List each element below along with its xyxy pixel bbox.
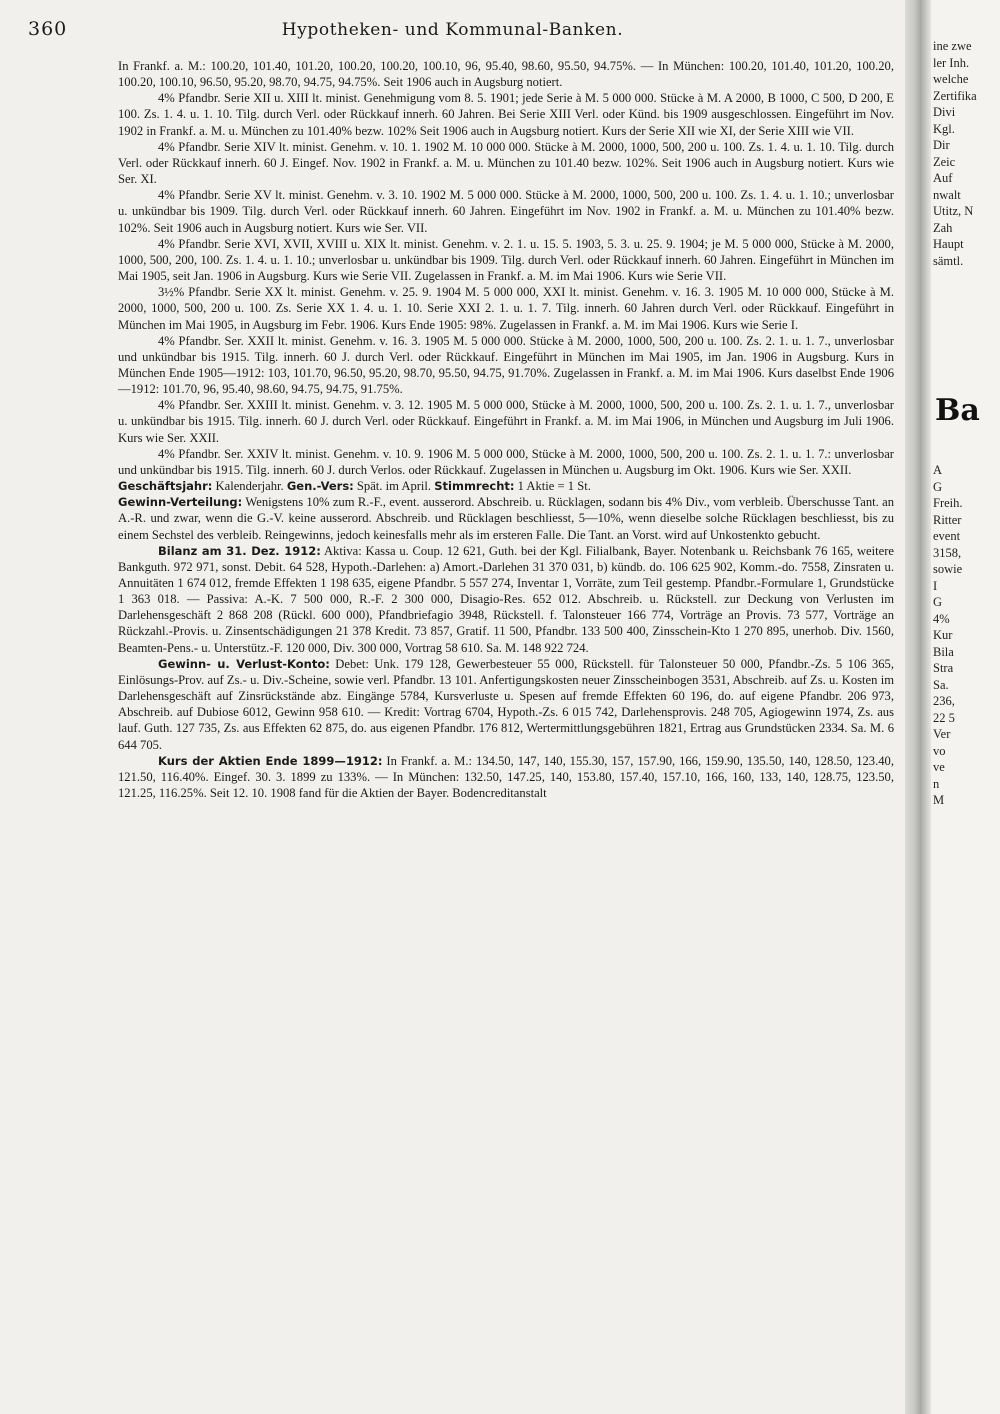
right-page-fragment: 4% <box>933 611 950 626</box>
paragraph-text: Spät. im April. <box>353 479 435 494</box>
right-page-fragments-top <box>933 38 999 269</box>
right-page-fragment: Utitz, N <box>933 204 974 218</box>
right-page-fragment: ine zwe <box>933 39 972 53</box>
right-page-fragment: Divi <box>933 105 956 119</box>
right-page-fragment: Stra <box>933 661 954 675</box>
paragraph-text: 4% Pfandbr. Serie XVI, XVII, XVIII u. XIX lt. minist. Genehm. v. 2. 1. u. 15. 5. 1903, 5. 3. u. 25. 9. 1904; je M. 5 000 000, Stücke à M. 2000, 1000, 500, 200, 100. Zs. 1. 4. u. 1. 10.; unverlosbar u. unkündbar bis 1909. Tilg. durch Verl. oder Rückkauf innerh. 60 Jahren. Eingeführt in München im Mai 1905, seit Jan. 1906 in Augsburg. Kurs wie Serie VII. Zugelassen in Frankf. a. M. im Mai 1906. Kurs wie Serie VII. <box>118 236 894 284</box>
paragraph-text: 1 Aktie = 1 St. <box>514 479 591 494</box>
paragraph-text: 4% Pfandbr. Serie XII u. XIII lt. minist. Genehmigung vom 8. 5. 1901; jede Serie à M. 5 000 000. Stücke à M. A 2000, B 1000, C 500, D 200, E 100. Zs. 1. 4. u. 1. 10. Tilg. durch Verl. oder Rückkauf innerh. 60 Jahren. Bei Serie XIII Verl. oder Künd. bis 1909 ausgeschlossen. Eingeführt im Nov. 1902 in Frankf. a. M. u. München zu 101.40% bezw. 102% Seit 1906 auch in Augsburg notiert. Kurs der Serie XII wie XI, der Serie XIII wie VII. <box>118 91 894 138</box>
right-page-fragment: Kgl. <box>933 121 955 136</box>
section-keyword: Kurs der Aktien Ende 1899—1912: <box>158 753 383 768</box>
page-number: 360 <box>28 18 68 40</box>
right-page-fragments-bottom <box>933 462 999 809</box>
paragraph <box>118 397 894 445</box>
right-page-fragment: 236, <box>933 694 955 708</box>
book-gutter <box>905 0 931 1414</box>
right-page-fragment: Sa. <box>933 677 949 692</box>
paragraph <box>118 333 894 398</box>
right-page-fragment: welche <box>933 72 969 86</box>
right-page-fragment: G <box>933 595 943 609</box>
paragraph <box>118 494 894 542</box>
section-keyword: Gewinn-Verteilung: <box>118 495 243 510</box>
paragraph-text: Aktiva: Kassa u. Coup. 12 621, Guth. bei der Kgl. Filialbank, Bayer. Notenbank u. Reichsbank 76 165, weitere Bankguth. 972 971, sonst. Debit. 64 528, Hypoth.-Darlehen: a) Amort.-Darlehen 31 370 031, b) kündb. do. 106 625 902, Komm.-do. 7558, Zinsraten u. Annuitäten 1 674 012, fremde Effekten 1 198 635, eigene Pfandbr. 5 557 274, Inventar 1, Vorräte, zum Teil gestemp. Pfandbr.-Formulare 1, Grundstücke 1 363 018. — Passiva: A.-K. 7 500 000, R.-F. 2 300 000, Disagio-Res. 652 012. Abschreib. u. Rückstell. zur Deckung von Verlusten im Darlehensgeschäft 2 868 208 (Rückl. 600 000), Pfandbriefagio 3948, Rückstell. f. Talonsteuer 166 774, Vorträge an Provis. 73 577, Vorträge an Rückzahl.-Provis. u. Zinsentschädigungen 21 378 Kredit. 73 857, Gratif. 11 500, Pfandbr. 133 500 400, Zinsschein-Kto 1 270 895, unerhob. Div. 1560, Beamten-Pens.- u. Unterstütz.-F. 120 000, Div. 300 000, Vortrag 58 610. Sa. M. 148 922 724. <box>118 543 894 655</box>
right-page-fragment: 3158, <box>933 545 962 560</box>
section-keyword: Gen.-Vers: <box>286 479 354 494</box>
right-page-fragment: Dir <box>933 138 950 152</box>
paragraph <box>118 187 894 235</box>
right-page-fragment: sowie <box>933 562 963 576</box>
right-page-heading-fragment: Ba <box>935 393 980 428</box>
paragraph-text: Kalenderjahr. <box>212 479 287 494</box>
paragraph <box>118 236 894 284</box>
paragraph <box>118 446 894 478</box>
right-page-edge <box>931 0 1000 1414</box>
right-page-fragment: sämtl. <box>933 253 964 268</box>
right-page-fragment: Kur <box>933 628 953 642</box>
paragraph-text: 4% Pfandbr. Ser. XXII lt. minist. Genehm. v. 16. 3. 1905 M. 5 000 000. Stücke à M. 2000, 1000, 500, 200 u. 100. Zs. 2. 1. u. 1. 7., unverlosbar und unkündbar bis 1915. Tilg. innerh. 60 J. durch Verl. oder Rückkauf. Eingeführt in München im Mai 1905, im Jan. 1906 in Augsburg. Kurs in München Ende 1905—1912: 103, 101.70, 96.50, 95.20, 98.70, 95.50, 94.75, 91.70%. Zugelassen in Frankf. a. M. im Mai 1906. Kurs daselbst Ende 1906—1912: 101.70, 96, 95.40, 98.60, 94.75, 94.75, 91.75%. <box>118 333 894 397</box>
right-page-fragment: Ritter <box>933 512 962 527</box>
section-keyword: Stimmrecht: <box>434 479 515 494</box>
paragraph-text: In Frankf. a. M.: 100.20, 101.40, 101.20, 100.20, 100.20, 100.10, 96, 95.40, 98.60, 95.50, 94.75%. — In München: 100.20, 101.40, 101.20, 100.20, 100.20, 100.10, 96.50, 95.20, 98.70, 94.75, 94.75%. Seit 1906 auch in Augsburg notiert. <box>118 59 894 90</box>
paragraph <box>118 139 894 187</box>
right-page-fragment: Zertifika <box>933 88 977 103</box>
paragraph <box>118 543 894 656</box>
right-page-fragment: Zeic <box>933 154 956 169</box>
paragraph-text: 4% Pfandbr. Serie XIV lt. minist. Genehm. v. 10. 1. 1902 M. 10 000 000. Stücke à M. 2000, 1000, 500, 200 u. 100. Zs. 1. 4. u. 1. 10. Tilg. durch Verl. oder Rückkauf innerh. 60 J. Eingef. Nov. 1902 in Frankf. a. M. u. München zu 101.40 bezw. 102%. Seit 1906 auch in Augsburg notiert. Kurs wie Ser. XI. <box>118 139 894 187</box>
running-title: Hypotheken- und Kommunal-Banken. <box>281 20 624 40</box>
right-page-fragment: Auf <box>933 171 953 185</box>
section-keyword: Bilanz am 31. Dez. 1912: <box>158 543 321 558</box>
right-page-fragment: I <box>933 578 938 593</box>
paragraph <box>118 58 894 90</box>
paragraph-text: 4% Pfandbr. Ser. XXIII lt. minist. Genehm. v. 3. 12. 1905 M. 5 000 000, Stücke à M. 2000, 1000, 500, 200 u. 100. Zs. 2. 1. u. 1. 7., unverlosbar u. unkündbar bis 1915. Tilg. innerh. 60 J. durch Verl. oder Rückkauf. Eingeführt in Frankf. a. M. im Mai 1906, in München und Augsburg im Juli 1906. Kurs wie Ser. XXII. <box>118 398 894 445</box>
paragraph <box>118 478 894 494</box>
paragraph-text: Debet: Unk. 179 128, Gewerbesteuer 55 000, Rückstell. für Talonsteuer 50 000, Pfandbr.-Zs. 5 106 365, Einlösungs-Prov. auf Zs.- u. Div.-Scheine, sowie verl. Pfandbr. 13 101. Anfertigungskosten neuer Zinsscheinbogen 3531, Abschreib. auf Zs. u. Kosten im Darlehensgeschäft auf Zinsrückstände abz. Eingänge 5784, Kursverluste u. Spesen auf fremde Effekten 60 196, do. auf eigene Pfandbr. 206 973, Abschreib. auf Dubiose 6012, Gewinn 958 610. — Kredit: Vortrag 6704, Hypoth.-Zs. 6 015 742, Darlehensprovis. 248 705, Agiogewinn 1974, Zs. aus lauf. Guth. 127 735, Zs. aus Effekten 62 875, do. aus eigenen Pfandbr. 176 812, Wertermittlungsgebühren 1821, Ertrag aus Grundstücken 2334. Sa. M. 6 644 705. <box>118 656 895 752</box>
paragraph-text: In Frankf. a. M.: 134.50, 147, 140, 155.30, 157, 157.90, 166, 159.90, 135.50, 140, 128.50, 123.40, 121.50, 116.40%. Eingef. 30. 3. 1899 zu 133%. — In München: 132.50, 147.25, 140, 153.80, 157.40, 157.10, 166, 160, 133, 140, 128.75, 123.50, 121.25, 116.25%. Seit 12. 10. 1908 fand für die Aktien der Bayer. Bodencreditanstalt <box>118 753 894 801</box>
right-page-fragment: 22 5 <box>933 710 955 725</box>
right-page-fragment: vo <box>933 743 946 758</box>
section-keyword: Geschäftsjahr: <box>118 479 213 494</box>
right-page-fragment: event <box>933 529 961 543</box>
paragraph <box>118 284 894 332</box>
page-header <box>0 18 905 48</box>
right-page-fragment: M <box>933 793 945 807</box>
right-page-fragment: n <box>933 776 940 791</box>
right-page-fragment: ve <box>933 760 945 774</box>
right-page-fragment: ler Inh. <box>933 55 970 70</box>
right-page-fragment: Haupt <box>933 237 964 251</box>
right-page-fragment: Bila <box>933 644 954 659</box>
paragraph-text: 3½% Pfandbr. Serie XX lt. minist. Genehm. v. 25. 9. 1904 M. 5 000 000, XXI lt. minist. Genehm. v. 16. 3. 1905 M. 10 000 000, Stücke à M. 2000, 1000, 500, 200 u. 100. Zs. Serie XX 1. 4. u. 1. 10. Serie XXI 2. 1. u. 1. 7. Tilg. innerh. 60 Jahren durch Verl. oder Rückkauf. Eingeführt in München im Mai 1905, in Augsburg im Febr. 1906. Kurs Ende 1905: 98%. Zugelassen in Frankf. a. M. im Mai 1906. Kurs wie Serie I. <box>118 285 894 332</box>
right-page-fragment: Freih. <box>933 496 963 510</box>
paragraph-text: 4% Pfandbr. Ser. XXIV lt. minist. Genehm. v. 10. 9. 1906 M. 5 000 000, Stücke à M. 2000, 1000, 500, 200 u. 100. Zs. 2. 1. u. 1. 7.: unverlosbar und unkündbar bis 1915. Tilg. innerh. 60 J. durch Verlos. oder Rückkauf. Zugelassen in München u. Augsburg im Okt. 1906. Kurs wie Ser. XXII. <box>118 446 894 477</box>
right-page-fragment: Ver <box>933 727 951 741</box>
paragraph <box>118 656 894 753</box>
right-page-fragment: Zah <box>933 220 953 235</box>
right-page-fragment: G <box>933 479 943 494</box>
right-page-fragment: nwalt <box>933 187 961 202</box>
paragraph <box>118 753 894 801</box>
body-text <box>118 58 894 801</box>
paragraph <box>118 90 894 138</box>
paragraph-text: 4% Pfandbr. Serie XV lt. minist. Genehm. v. 3. 10. 1902 M. 5 000 000. Stücke à M. 2000, 1000, 500, 200 u. 100. Zs. 1. 4. u. 1. 10.; unverlosbar u. unkündbar bis 1909. Tilg. durch Verl. oder Rückkauf innerh. 60 Jahren. Eingeführt im Nov. 1902 in Frankf. a. M. u. München zu 101.40% bezw. 102%. Seit 1906 auch in Augsburg notiert. Kurs wie Ser. VII. <box>118 188 894 235</box>
section-keyword: Gewinn- u. Verlust-Konto: <box>158 656 330 671</box>
right-page-fragment: A <box>933 463 943 477</box>
paragraph-text: Wenigstens 10% zum R.-F., event. ausserord. Abschreib. u. Rücklagen, sodann bis 4% Div., vom verbleib. Überschusse Tant. an A.-R. und zwar, wenn die G.-V. keine ausserord. Abschreib. und Rücklagen beschliesst, 5—10%, wenn dieselbe solche Rücklagen beschliesst, bis zu einem Sechstel des verbleib. Reingewinns, jedoch keinesfalls mehr als im ersteren Falle. Die Tant. an Vorst. wird auf Unkostenkto gebucht. <box>118 495 894 542</box>
